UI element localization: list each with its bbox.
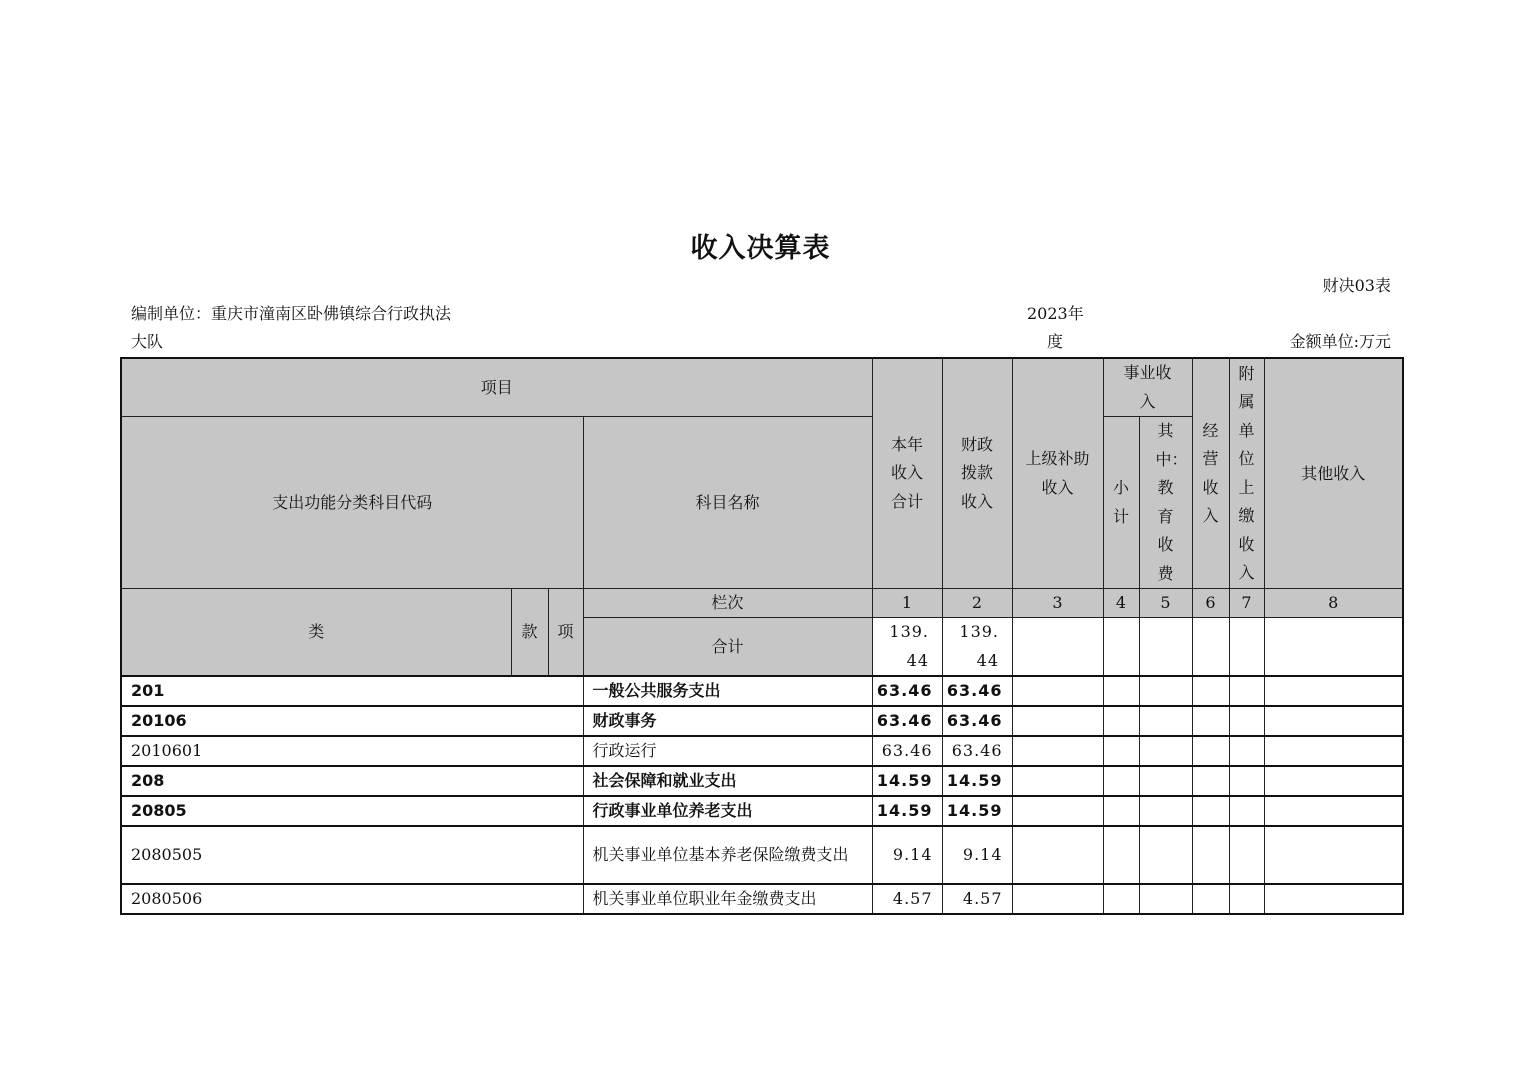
row-subject-name: 行政事业单位养老支出	[583, 796, 872, 826]
row-edu-fee	[1139, 884, 1192, 914]
col-number-3: 3	[1012, 589, 1103, 618]
row-superior	[1012, 826, 1103, 884]
row-other	[1264, 826, 1403, 884]
summary-affiliated	[1229, 618, 1264, 677]
report-year-suffix: 度	[1047, 332, 1064, 351]
row-subject-name: 机关事业单位职业年金缴费支出	[583, 884, 872, 914]
page-title: 收入决算表	[690, 233, 831, 264]
row-edu-fee	[1139, 676, 1192, 706]
summary-operating	[1192, 618, 1229, 677]
row-subtotal	[1103, 796, 1139, 826]
row-fiscal: 14.59	[942, 796, 1012, 826]
row-subtotal	[1103, 736, 1139, 766]
compiling-unit: 编制单位：重庆市潼南区卧佛镇综合行政执法	[131, 304, 452, 323]
row-subject-name: 一般公共服务支出	[583, 676, 872, 706]
summary-edu-fee	[1139, 618, 1192, 677]
table-row	[121, 736, 1403, 766]
table-row	[121, 706, 1403, 736]
col-number-4: 4	[1103, 589, 1139, 618]
row-subtotal	[1103, 826, 1139, 884]
summary-fiscal: 139.44	[942, 618, 1012, 677]
row-operating	[1192, 676, 1229, 706]
table-row	[121, 766, 1403, 796]
header-xiang: 项	[548, 589, 583, 677]
header-subject-name: 科目名称	[583, 417, 872, 589]
row-total: 63.46	[872, 676, 942, 706]
row-code: 20106	[121, 706, 583, 736]
table-row	[121, 884, 1403, 914]
row-fiscal: 63.46	[942, 736, 1012, 766]
row-code: 2010601	[121, 736, 583, 766]
col-number-2: 2	[942, 589, 1012, 618]
header-other: 其他收入	[1264, 358, 1403, 589]
row-total: 14.59	[872, 766, 942, 796]
row-other	[1264, 736, 1403, 766]
compiling-unit-continued: 大队	[131, 332, 164, 351]
row-code: 2080505	[121, 826, 583, 884]
row-edu-fee	[1139, 766, 1192, 796]
header-operating: 经营收入	[1192, 358, 1229, 589]
report-year: 2023年	[1027, 304, 1084, 323]
row-total: 9.14	[872, 826, 942, 884]
income-settlement-table	[120, 357, 1404, 915]
row-total: 14.59	[872, 796, 942, 826]
row-total: 63.46	[872, 736, 942, 766]
row-other	[1264, 706, 1403, 736]
table-row	[121, 796, 1403, 826]
row-fiscal: 4.57	[942, 884, 1012, 914]
form-number: 财决03表	[1322, 276, 1391, 295]
row-operating	[1192, 766, 1229, 796]
row-subtotal	[1103, 706, 1139, 736]
row-other	[1264, 884, 1403, 914]
row-affiliated	[1229, 796, 1264, 826]
header-superior: 上级补助收入	[1012, 358, 1103, 589]
row-operating	[1192, 884, 1229, 914]
row-superior	[1012, 676, 1103, 706]
table-row	[121, 676, 1403, 706]
header-class: 类	[121, 589, 511, 677]
row-fiscal: 14.59	[942, 766, 1012, 796]
row-affiliated	[1229, 706, 1264, 736]
row-total: 63.46	[872, 706, 942, 736]
col-number-8: 8	[1264, 589, 1403, 618]
row-edu-fee	[1139, 826, 1192, 884]
row-superior	[1012, 884, 1103, 914]
row-superior	[1012, 796, 1103, 826]
row-affiliated	[1229, 884, 1264, 914]
summary-subtotal	[1103, 618, 1139, 677]
row-other	[1264, 766, 1403, 796]
col-number-5: 5	[1139, 589, 1192, 618]
row-affiliated	[1229, 736, 1264, 766]
col-number-1: 1	[872, 589, 942, 618]
row-operating	[1192, 826, 1229, 884]
row-code: 20805	[121, 796, 583, 826]
row-superior	[1012, 706, 1103, 736]
row-fiscal: 63.46	[942, 706, 1012, 736]
row-subtotal	[1103, 676, 1139, 706]
row-fiscal: 9.14	[942, 826, 1012, 884]
header-total: 本年收入合计	[872, 358, 942, 589]
header-row-3	[121, 589, 1403, 618]
row-total: 4.57	[872, 884, 942, 914]
row-subject-name: 行政运行	[583, 736, 872, 766]
col-number-6: 6	[1192, 589, 1229, 618]
header-code: 支出功能分类科目代码	[121, 417, 583, 589]
header-fiscal: 财政拨款收入	[942, 358, 1012, 589]
row-operating	[1192, 736, 1229, 766]
header-column-no: 栏次	[583, 589, 872, 618]
row-edu-fee	[1139, 736, 1192, 766]
row-operating	[1192, 706, 1229, 736]
row-other	[1264, 676, 1403, 706]
row-subject-name: 财政事务	[583, 706, 872, 736]
row-other	[1264, 796, 1403, 826]
row-affiliated	[1229, 676, 1264, 706]
header-edu-fee: 其中：教育收费	[1139, 417, 1192, 589]
row-subtotal	[1103, 766, 1139, 796]
summary-superior	[1012, 618, 1103, 677]
summary-total: 139.44	[872, 618, 942, 677]
row-edu-fee	[1139, 706, 1192, 736]
row-superior	[1012, 736, 1103, 766]
row-operating	[1192, 796, 1229, 826]
header-business: 事业收入	[1103, 358, 1192, 417]
header-item: 项目	[121, 358, 872, 417]
summary-label: 合计	[583, 618, 872, 677]
amount-unit: 金额单位:万元	[1289, 332, 1391, 351]
row-code: 208	[121, 766, 583, 796]
col-number-7: 7	[1229, 589, 1264, 618]
header-affiliated: 附属单位上缴收入	[1229, 358, 1264, 589]
row-code: 2080506	[121, 884, 583, 914]
row-subject-name: 社会保障和就业支出	[583, 766, 872, 796]
row-affiliated	[1229, 826, 1264, 884]
summary-other	[1264, 618, 1403, 677]
row-subtotal	[1103, 884, 1139, 914]
table-row	[121, 826, 1403, 884]
row-affiliated	[1229, 766, 1264, 796]
row-edu-fee	[1139, 796, 1192, 826]
row-code: 201	[121, 676, 583, 706]
row-fiscal: 63.46	[942, 676, 1012, 706]
header-subtotal: 小计	[1103, 417, 1139, 589]
row-subject-name: 机关事业单位基本养老保险缴费支出	[583, 826, 872, 884]
header-row-1	[121, 358, 1403, 417]
row-superior	[1012, 766, 1103, 796]
header-kuan: 款	[511, 589, 548, 677]
